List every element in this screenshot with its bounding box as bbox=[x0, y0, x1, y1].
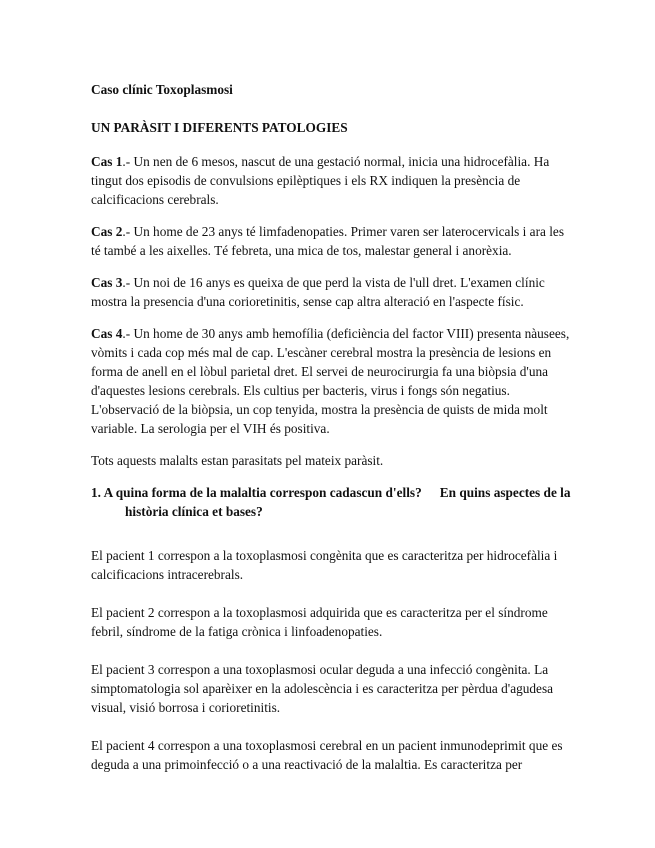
case-paragraph-4 bbox=[91, 324, 571, 438]
answer-paragraph-1: El pacient 1 correspon a la toxoplasmosi congènita que es caracteritza per hidrocefàlia i calcificacions intracerebrals. bbox=[91, 548, 558, 582]
question-part-1: 1. A quina forma de la malaltia correspon cadascun d'ells? bbox=[91, 485, 422, 500]
case-label: Cas 1 bbox=[91, 154, 123, 169]
document-subtitle: UN PARÀSIT I DIFERENTS PATOLOGIES bbox=[91, 120, 348, 135]
case-text: .- Un noi de 16 anys es queixa de que perd la vista de l'ull dret. L'examen clínic mostra la presencia d'una corioretinitis, sense cap altra alteració en l'aspecte físic. bbox=[91, 275, 545, 309]
document-body bbox=[91, 80, 571, 793]
case-text: .- Un nen de 6 mesos, nascut de una gestació normal, inicia una hidrocefàlia. Ha tingut dos episodis de convulsions epilèptiques i els RX indiquen la presència de calcificacions cerebrals. bbox=[91, 154, 550, 207]
answer-paragraph-2: El pacient 2 correspon a la toxoplasmosi adquirida que es caracteritza per el síndrome febril, síndrome de la fatiga crònica i linfoadenopaties. bbox=[91, 605, 548, 639]
case-text: .- Un home de 23 anys té limfadenopaties. Primer varen ser laterocervicals i ara les té també a les aixelles. Té febreta, una mica de tos, malestar general i anorèxia. bbox=[91, 224, 564, 258]
intro-paragraph: Tots aquests malalts estan parasitats pel mateix paràsit. bbox=[91, 453, 384, 468]
case-paragraph-1 bbox=[91, 152, 571, 209]
question-heading bbox=[91, 483, 571, 521]
case-label: Cas 4 bbox=[91, 326, 123, 341]
case-text: .- Un home de 30 anys amb hemofília (deficiència del factor VIII) presenta nàusees, vòmits i cada cop més mal de cap. L'escàner cerebral mostra la presència de lesions en forma de anell en el lòbul parietal dret. El servei de neurocirurgia fa una biòpsia d'una d'aquestes lesions cerebrals. Els cultius per bacteris, virus i fongs són negatius. L'observació de la biòpsia, un cop tenyida, mostra la presència de quists de mida molt variable. La serologia per el VIH és positiva. bbox=[91, 326, 570, 436]
case-label: Cas 3 bbox=[91, 275, 123, 290]
answer-paragraph-4: El pacient 4 correspon a una toxoplasmosi cerebral en un pacient inmunodeprimit que es deguda a una primoinfecció o a una reactivació de la malaltia. Es caracteritza per bbox=[91, 738, 563, 772]
case-paragraph-3 bbox=[91, 273, 571, 311]
question-part-2: En quins aspectes de la història clínica et bases? bbox=[125, 485, 571, 519]
case-paragraph-2 bbox=[91, 222, 571, 260]
document-title: Caso clínic Toxoplasmosi bbox=[91, 82, 233, 97]
answer-paragraph-3: El pacient 3 correspon a una toxoplasmosi ocular deguda a una infecció congènita. La simptomatologia sol aparèixer en la adolescència i es caracteritza per pèrdua d'agudesa visual, visió borrosa i corioretinitis. bbox=[91, 662, 554, 715]
case-label: Cas 2 bbox=[91, 224, 123, 239]
